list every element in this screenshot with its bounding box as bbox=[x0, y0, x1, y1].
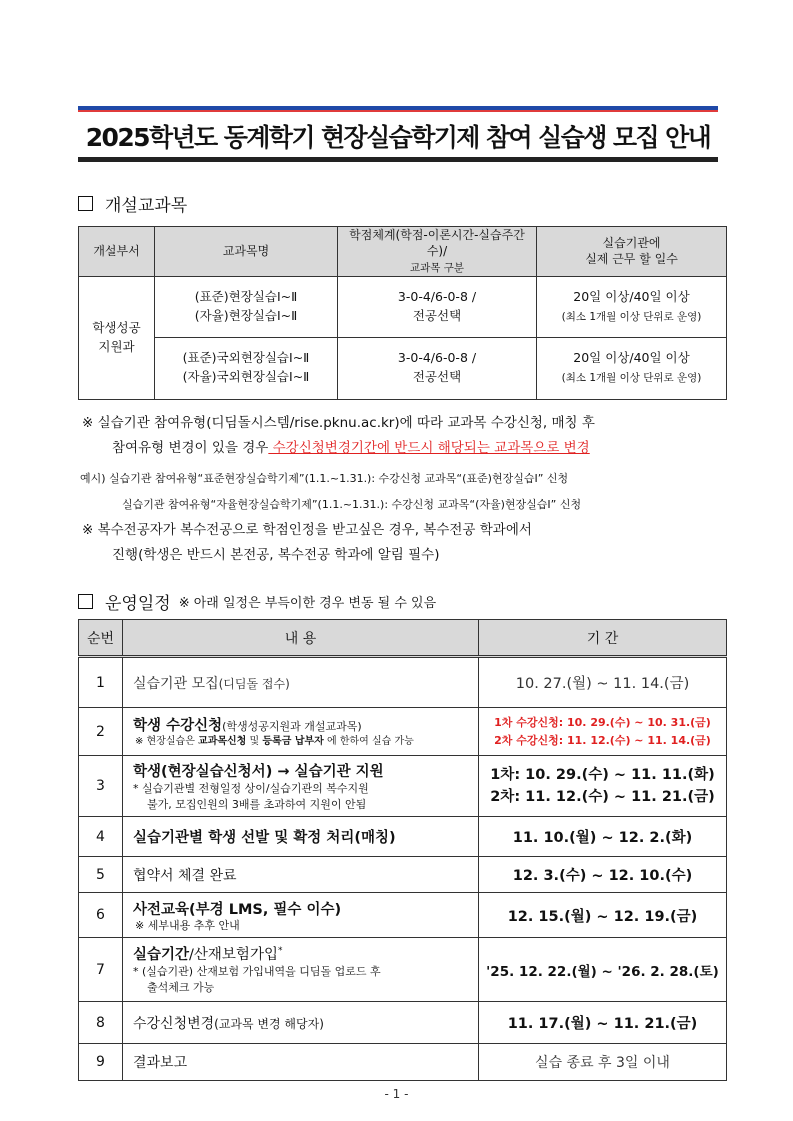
table-row: 6 사전교육(부경 LMS, 필수 이수) ※ 세부내용 추후 안내 12. 15.(월) ~ 12. 19.(금) bbox=[79, 893, 727, 938]
courses-table bbox=[78, 226, 727, 400]
title-banner bbox=[78, 106, 718, 164]
note-registration: ※ 실습기관 참여유형(디딤돌시스템/rise.pknu.ac.kr)에 따라 교과목 수강신청, 매칭 후 참여유형 변경이 있을 경우 수강신청변경기간에 반드시 해당되는 교과목으로 변경 bbox=[82, 415, 595, 456]
header-num: 순번 bbox=[79, 620, 123, 657]
note-double-major: ※ 복수전공자가 복수전공으로 학점인정을 받고싶은 경우, 복수전공 학과에서 진행(학생은 반드시 본전공, 복수전공 학과에 알림 필수) bbox=[82, 522, 532, 563]
days-cell: 20일 이상/40일 이상 (최소 1개월 이상 단위로 운영) bbox=[537, 276, 727, 337]
header-course: 교과목명 bbox=[155, 227, 338, 277]
table-row: 5 협약서 체결 완료 12. 3.(수) ~ 12. 10.(수) bbox=[79, 857, 727, 893]
header-days: 실습기관에 실제 근무 할 일수 bbox=[537, 227, 727, 277]
checkbox-square-icon bbox=[78, 594, 93, 609]
table-row: 1 실습기관 모집(디딤돌 접수) 10. 27.(월) ~ 11. 14.(금) bbox=[79, 657, 727, 708]
section-title: 개설교과목 bbox=[105, 196, 188, 216]
title-box bbox=[78, 114, 718, 162]
table-header-row bbox=[79, 620, 727, 657]
header-content: 내 용 bbox=[123, 620, 479, 657]
days-cell: 20일 이상/40일 이상 (최소 1개월 이상 단위로 운영) bbox=[537, 337, 727, 399]
checkbox-square-icon bbox=[78, 196, 93, 211]
course-cell: (표준)현장실습Ⅰ~Ⅱ (자율)현장실습Ⅰ~Ⅱ bbox=[155, 276, 338, 337]
example-line-1: 예시) 실습기관 참여유형“표준현장실습학기제”(1.1.~1.31.): 수강신청 교과목“(표준)현장실습Ⅰ” 신청 bbox=[80, 472, 569, 485]
section-note: ※ 아래 일정은 부득이한 경우 변동 될 수 있음 bbox=[178, 596, 437, 611]
table-row: 7 실습기간/산재보험가입* * (실습기관) 산재보험 가입내역을 디딤돌 업로드 후 출석체크 가능 '25. 12. 22.(월) ~ '26. 2. 28.(토) bbox=[79, 938, 727, 1002]
table-row bbox=[79, 337, 727, 399]
course-cell: (표준)국외현장실습Ⅰ~Ⅱ (자율)국외현장실습Ⅰ~Ⅱ bbox=[155, 337, 338, 399]
highlight-warning: 수강신청변경기간에 반드시 해당되는 교과목으로 변경 bbox=[268, 440, 590, 456]
table-row: 8 수강신청변경(교과목 변경 해당자) 11. 17.(월) ~ 11. 21.(금) bbox=[79, 1002, 727, 1044]
dept-cell: 학생성공 지원과 bbox=[79, 276, 155, 399]
table-row: 3 학생(현장실습신청서) → 실습기관 지원 * 실습기관별 전형일정 상이/실습기관의 복수지원 불가, 모집인원의 3배를 초과하여 지원이 안됨 1차: 10. 29.(수) ~ 11. 11.(화) 2차: 11. 12.(수) ~ 11. 21.(금) bbox=[79, 756, 727, 817]
table-row bbox=[79, 276, 727, 337]
table-header-row bbox=[79, 227, 727, 277]
schedule-table bbox=[78, 619, 727, 1081]
section-heading-courses bbox=[78, 191, 187, 216]
header-period: 기 간 bbox=[479, 620, 727, 657]
table-row: 4 실습기관별 학생 선발 및 확정 처리(매칭) 11. 10.(월) ~ 12. 2.(화) bbox=[79, 817, 727, 857]
page-number: - 1 - bbox=[384, 1087, 409, 1101]
credit-cell: 3-0-4/6-0-8 / 전공선택 bbox=[338, 337, 537, 399]
example-line-2: 실습기관 참여유형“자율현장실습학기제”(1.1.~1.31.): 수강신청 교과목“(자율)현장실습Ⅰ” 신청 bbox=[122, 498, 582, 511]
table-row: 2 학생 수강신청(학생성공지원과 개설교과목) ※ 현장실습은 교과목신청 및 등록금 납부자 에 한하여 실습 가능 1차 수강신청: 10. 29.(수) ~ 10. 31.(금) 2차 수강신청: 11. 12.(수) ~ 11. 14.(금) bbox=[79, 708, 727, 756]
title-accent-bar bbox=[78, 106, 718, 110]
section-heading-schedule bbox=[78, 589, 436, 614]
page-title: 2025학년도 동계학기 현장실습학기제 참여 실습생 모집 안내 bbox=[85, 122, 711, 152]
header-dept: 개설부서 bbox=[79, 227, 155, 277]
credit-cell: 3-0-4/6-0-8 / 전공선택 bbox=[338, 276, 537, 337]
section-title: 운영일정 bbox=[105, 594, 171, 614]
header-credit: 학점체계(학점-이론시간-실습주간 수)/ 교과목 구분 bbox=[338, 227, 537, 277]
table-row: 9 결과보고 실습 종료 후 3일 이내 bbox=[79, 1044, 727, 1081]
